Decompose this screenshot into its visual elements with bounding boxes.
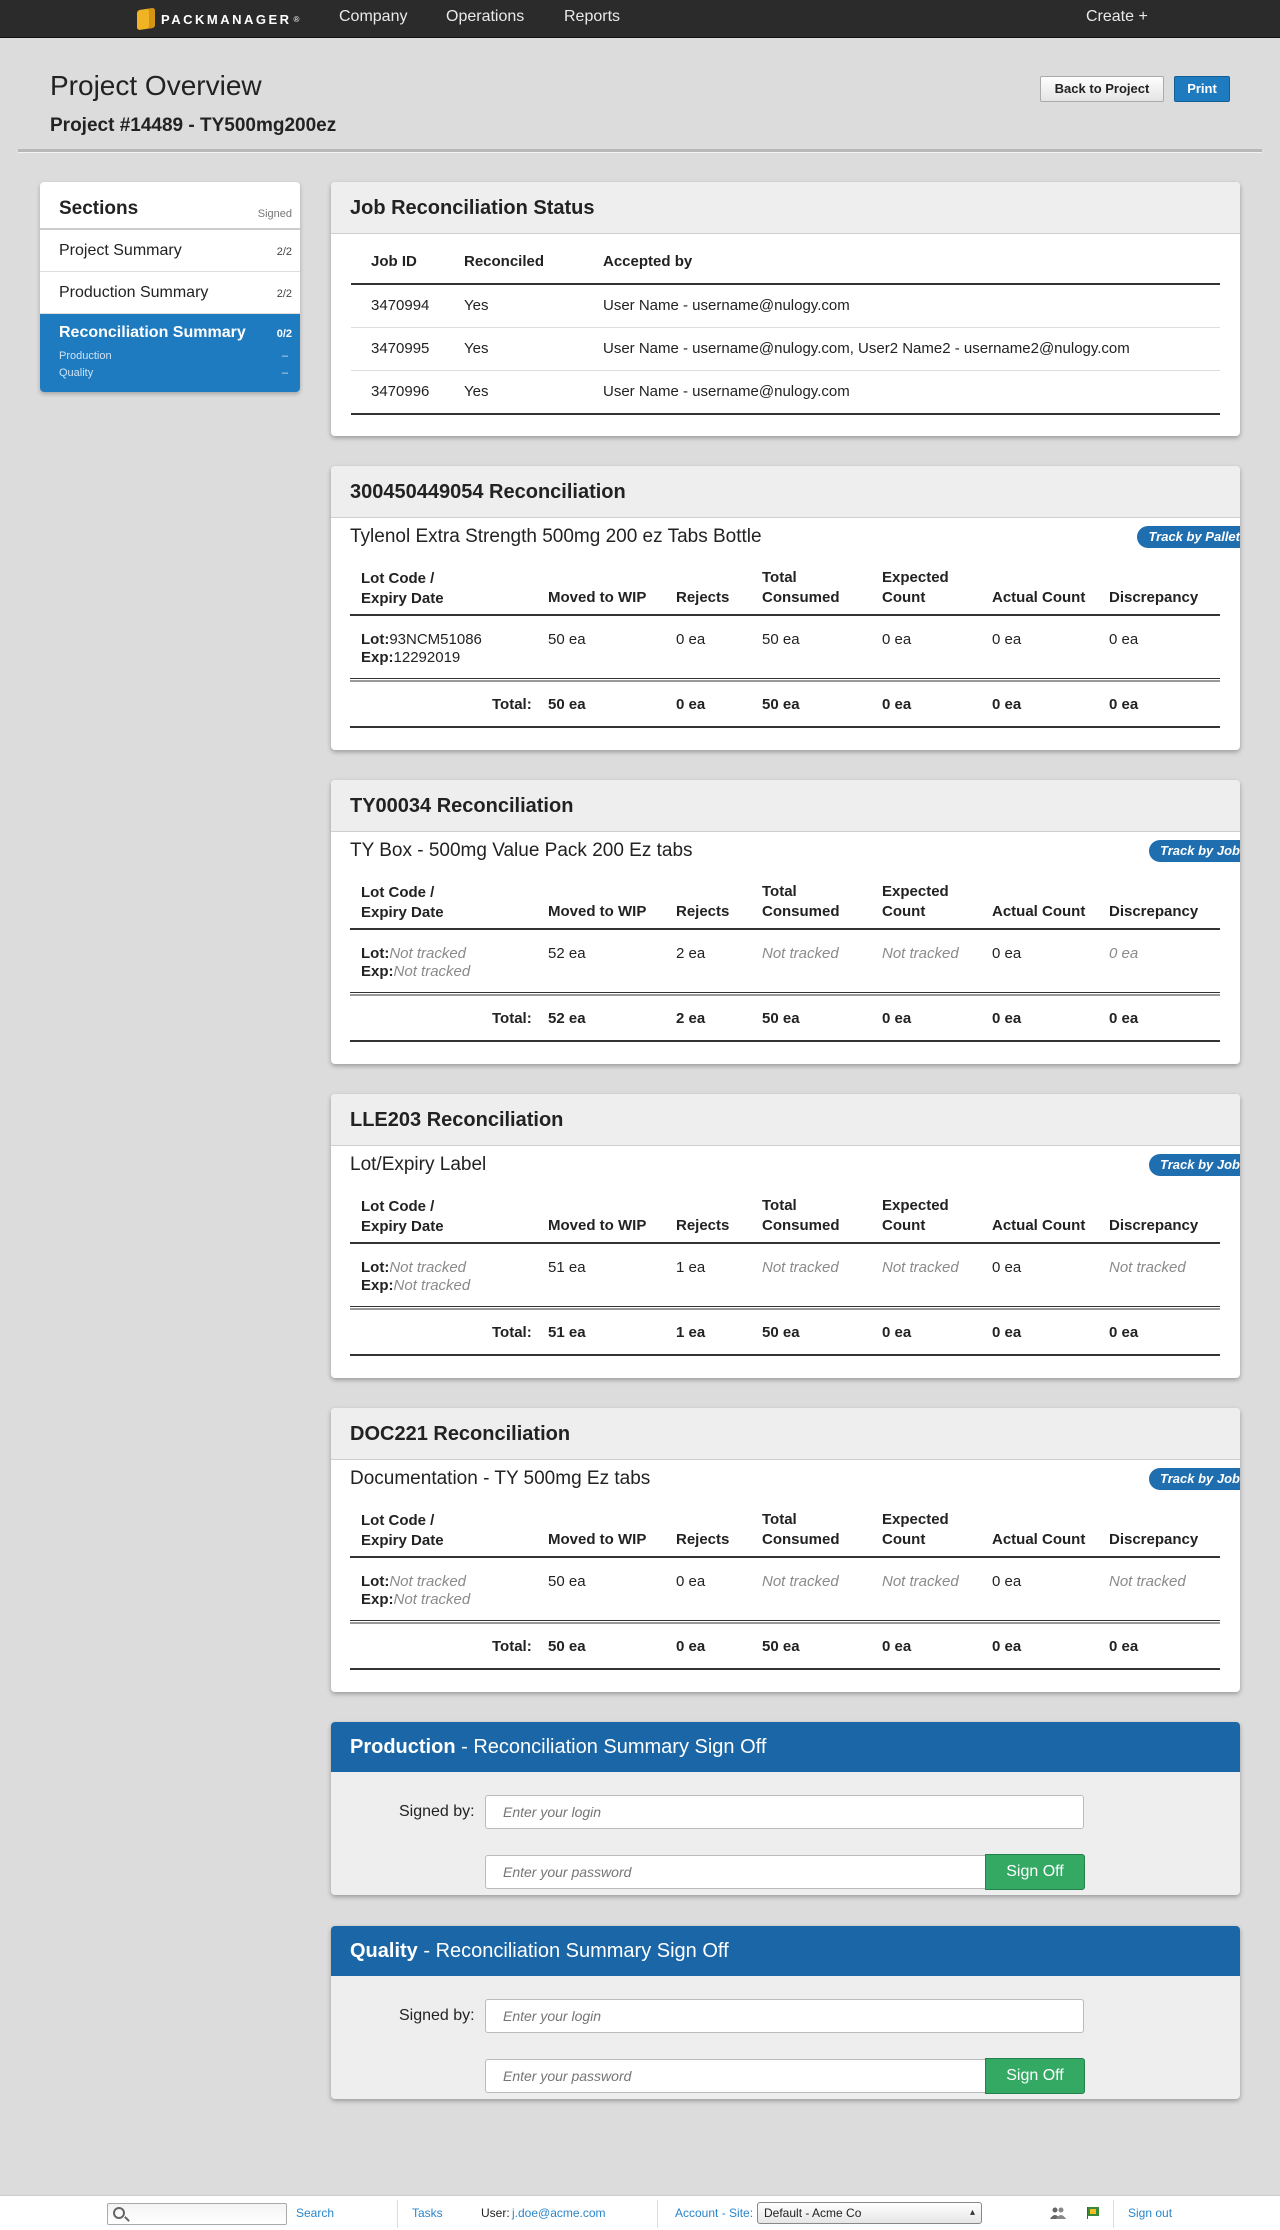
footer-account-site-label[interactable]: Account - Site: bbox=[675, 2206, 754, 2220]
total-discrepancy: 0 ea bbox=[1109, 1638, 1139, 1655]
panel-title: DOC221 Reconciliation bbox=[350, 1423, 571, 1445]
panel-header bbox=[331, 1094, 1240, 1146]
signoff-header bbox=[331, 1926, 1240, 1976]
table-header-rule bbox=[350, 928, 1220, 930]
column-header-actual-count: Actual Count bbox=[992, 1531, 1086, 1548]
footer-search-link[interactable]: Search bbox=[296, 2206, 335, 2220]
column-header-rejects: Rejects bbox=[676, 903, 730, 920]
column-header-actual-count: Actual Count bbox=[992, 1217, 1086, 1234]
discrepancy-value: 0 ea bbox=[1109, 945, 1139, 962]
column-header-total-consumed: Total Consumed bbox=[762, 1197, 840, 1234]
column-header-moved-to-wip: Moved to WIP bbox=[548, 1217, 647, 1234]
total-actual-count: 0 ea bbox=[992, 1638, 1022, 1655]
column-header-total-consumed: Total Consumed bbox=[762, 883, 840, 920]
total-consumed-value: Not tracked bbox=[762, 1259, 839, 1276]
password-input[interactable] bbox=[485, 1855, 986, 1889]
column-header-discrepancy: Discrepancy bbox=[1109, 903, 1199, 920]
signoff-panel bbox=[331, 1926, 1240, 2099]
reconciliation-panel bbox=[331, 1094, 1240, 1378]
total-consumed: 50 ea bbox=[762, 1010, 800, 1027]
table-footer-rule bbox=[350, 726, 1220, 728]
total-moved-to-wip: 51 ea bbox=[548, 1324, 586, 1341]
sidebar-item-count: 2/2 bbox=[276, 246, 292, 258]
job-reconciliation-status-panel bbox=[331, 182, 1240, 436]
sidebar-subitem-status: – bbox=[281, 367, 288, 379]
totals-rule bbox=[350, 678, 1220, 682]
table-footer-rule bbox=[350, 1668, 1220, 1670]
brand-registered-mark: ® bbox=[293, 14, 300, 24]
sidebar-subitem-status: – bbox=[281, 350, 288, 362]
footer-user-email[interactable]: j.doe@acme.com bbox=[512, 2206, 606, 2220]
column-header-moved-to-wip: Moved to WIP bbox=[548, 903, 647, 920]
panel-header bbox=[331, 182, 1240, 234]
rejects-value: 0 ea bbox=[676, 631, 706, 648]
panel-header bbox=[331, 780, 1240, 832]
expiry-date: Exp:Not tracked bbox=[361, 963, 471, 980]
accepted-by: User Name - username@nulogy.com, User2 Name2 - username2@nulogy.com bbox=[603, 340, 1130, 357]
panel-title: LLE203 Reconciliation bbox=[350, 1109, 564, 1131]
product-name: Lot/Expiry Label bbox=[350, 1154, 487, 1175]
lot-code: Lot:Not tracked bbox=[361, 945, 467, 962]
nav-operations[interactable]: Operations bbox=[446, 8, 525, 25]
table-header-rule bbox=[350, 1242, 1220, 1244]
total-consumed-value: 50 ea bbox=[762, 631, 800, 648]
total-label: Total: bbox=[492, 1324, 532, 1341]
total-label: Total: bbox=[492, 1638, 532, 1655]
track-badge: Track by Pallet bbox=[1137, 526, 1240, 548]
sign-off-button[interactable]: Sign Off bbox=[985, 2058, 1085, 2094]
totals-rule bbox=[350, 1620, 1220, 1624]
total-rejects: 2 ea bbox=[676, 1010, 706, 1027]
footer-divider bbox=[397, 2200, 398, 2228]
table-header-rule bbox=[350, 614, 1220, 616]
site-select-value: Default - Acme Co bbox=[764, 2206, 862, 2220]
total-consumed: 50 ea bbox=[762, 1324, 800, 1341]
totals-rule bbox=[350, 1306, 1220, 1310]
row-divider bbox=[351, 370, 1220, 371]
people-icon[interactable] bbox=[1050, 2207, 1066, 2219]
reconciled-status: Yes bbox=[464, 340, 489, 357]
footer-divider bbox=[657, 2200, 658, 2228]
column-header-moved-to-wip: Moved to WIP bbox=[548, 1531, 647, 1548]
total-moved-to-wip: 50 ea bbox=[548, 1638, 586, 1655]
column-header-moved-to-wip: Moved to WIP bbox=[548, 589, 647, 606]
total-rejects: 0 ea bbox=[676, 1638, 706, 1655]
sidebar-subitem-production[interactable]: Production bbox=[59, 350, 112, 362]
total-expected-count: 0 ea bbox=[882, 1010, 912, 1027]
column-header-rejects: Rejects bbox=[676, 1531, 730, 1548]
sidebar-item-production-summary[interactable] bbox=[40, 272, 300, 314]
sidebar-header bbox=[40, 182, 300, 230]
footer-bar bbox=[0, 2195, 1280, 2230]
lot-code: Lot:Not tracked bbox=[361, 1573, 467, 1590]
sections-sidebar bbox=[40, 182, 300, 392]
sidebar-item-label: Production Summary bbox=[59, 284, 209, 301]
total-consumed: 50 ea bbox=[762, 1638, 800, 1655]
top-nav bbox=[0, 0, 1280, 38]
column-header-expected-count: Expected Count bbox=[882, 1511, 949, 1548]
reconciled-status: Yes bbox=[464, 383, 489, 400]
track-badge: Track by Job bbox=[1149, 1468, 1240, 1490]
signoff-header bbox=[331, 1722, 1240, 1772]
total-actual-count: 0 ea bbox=[992, 1010, 1022, 1027]
track-badge: Track by Job bbox=[1149, 1154, 1240, 1176]
signed-by-label: Signed by: bbox=[399, 2007, 475, 2024]
total-label: Total: bbox=[492, 1010, 532, 1027]
total-moved-to-wip: 52 ea bbox=[548, 1010, 586, 1027]
total-consumed-value: Not tracked bbox=[762, 1573, 839, 1590]
password-input[interactable] bbox=[485, 2059, 986, 2093]
nav-reports[interactable]: Reports bbox=[564, 8, 621, 25]
total-consumed: 50 ea bbox=[762, 696, 800, 713]
job-id: 3470996 bbox=[371, 383, 430, 400]
track-badge: Track by Job bbox=[1149, 840, 1240, 862]
product-name: Tylenol Extra Strength 500mg 200 ez Tabs Bottle bbox=[350, 526, 762, 547]
column-header-actual-count: Actual Count bbox=[992, 589, 1086, 606]
expiry-date: Exp:Not tracked bbox=[361, 1591, 471, 1608]
back-to-project-button[interactable]: Back to Project bbox=[1040, 76, 1164, 102]
panel-header bbox=[331, 1408, 1240, 1460]
flag-icon[interactable] bbox=[1086, 2206, 1100, 2219]
total-label: Total: bbox=[492, 696, 532, 713]
reconciliation-panel bbox=[331, 466, 1240, 750]
total-expected-count: 0 ea bbox=[882, 1324, 912, 1341]
header-divider bbox=[18, 149, 1262, 153]
nav-create[interactable]: Create + bbox=[1086, 8, 1148, 25]
job-id: 3470994 bbox=[371, 297, 430, 314]
actual-count-value: 0 ea bbox=[992, 1259, 1022, 1276]
column-header-lot-code: Lot Code / Expiry Date bbox=[361, 1512, 444, 1549]
total-actual-count: 0 ea bbox=[992, 696, 1022, 713]
signed-by-label: Signed by: bbox=[399, 1803, 475, 1820]
table-footer-rule bbox=[351, 413, 1220, 415]
accepted-by: User Name - username@nulogy.com bbox=[603, 383, 850, 400]
column-header-total-consumed: Total Consumed bbox=[762, 1511, 840, 1548]
rejects-value: 0 ea bbox=[676, 1573, 706, 1590]
total-expected-count: 0 ea bbox=[882, 696, 912, 713]
sidebar-item-count: 2/2 bbox=[276, 288, 292, 300]
expiry-date: Exp:12292019 bbox=[361, 649, 461, 666]
column-header-discrepancy: Discrepancy bbox=[1109, 589, 1199, 606]
column-header-expected-count: Expected Count bbox=[882, 1197, 949, 1234]
column-header-rejects: Rejects bbox=[676, 589, 730, 606]
panel-header bbox=[331, 466, 1240, 518]
table-footer-rule bbox=[350, 1040, 1220, 1042]
rejects-value: 1 ea bbox=[676, 1259, 706, 1276]
column-header-total-consumed: Total Consumed bbox=[762, 569, 840, 606]
moved-to-wip-value: 52 ea bbox=[548, 945, 586, 962]
discrepancy-value: Not tracked bbox=[1109, 1259, 1186, 1276]
column-header-accepted-by: Accepted by bbox=[603, 253, 693, 270]
site-select[interactable] bbox=[757, 2202, 982, 2224]
sidebar-subitem-quality[interactable]: Quality bbox=[59, 367, 94, 379]
footer-tasks-link[interactable]: Tasks bbox=[412, 2206, 443, 2220]
reconciliation-panel bbox=[331, 780, 1240, 1064]
actual-count-value: 0 ea bbox=[992, 945, 1022, 962]
rejects-value: 2 ea bbox=[676, 945, 706, 962]
discrepancy-value: 0 ea bbox=[1109, 631, 1139, 648]
total-rejects: 1 ea bbox=[676, 1324, 706, 1341]
sidebar-item-reconciliation-summary[interactable] bbox=[40, 314, 300, 392]
search-icon bbox=[113, 2207, 125, 2219]
reconciliation-panel bbox=[331, 1408, 1240, 1692]
accepted-by: User Name - username@nulogy.com bbox=[603, 297, 850, 314]
product-name: TY Box - 500mg Value Pack 200 Ez tabs bbox=[350, 840, 693, 861]
sidebar-signed-label: Signed bbox=[257, 208, 292, 220]
table-header-rule bbox=[350, 1556, 1220, 1558]
brand-name: PACKMANAGER bbox=[161, 11, 292, 27]
print-button[interactable]: Print bbox=[1174, 76, 1230, 102]
column-header-lot-code: Lot Code / Expiry Date bbox=[361, 884, 444, 921]
sidebar-item-label: Project Summary bbox=[59, 242, 182, 259]
lot-code: Lot:Not tracked bbox=[361, 1259, 467, 1276]
sign-out-link[interactable]: Sign out bbox=[1128, 2206, 1173, 2220]
column-header-rejects: Rejects bbox=[676, 1217, 730, 1234]
job-id: 3470995 bbox=[371, 340, 430, 357]
total-expected-count: 0 ea bbox=[882, 1638, 912, 1655]
login-input[interactable] bbox=[485, 1999, 1084, 2033]
sidebar-item-project-summary[interactable] bbox=[40, 230, 300, 272]
actual-count-value: 0 ea bbox=[992, 631, 1022, 648]
footer-search-input[interactable] bbox=[107, 2203, 287, 2225]
total-rejects: 0 ea bbox=[676, 696, 706, 713]
page-title: Project Overview bbox=[50, 70, 262, 101]
total-discrepancy: 0 ea bbox=[1109, 1010, 1139, 1027]
column-header-actual-count: Actual Count bbox=[992, 903, 1086, 920]
sidebar-item-label: Reconciliation Summary bbox=[59, 324, 246, 341]
total-discrepancy: 0 ea bbox=[1109, 696, 1139, 713]
moved-to-wip-value: 50 ea bbox=[548, 1573, 586, 1590]
column-header-reconciled: Reconciled bbox=[464, 253, 545, 270]
column-header-job-id: Job ID bbox=[371, 253, 417, 270]
column-header-lot-code: Lot Code / Expiry Date bbox=[361, 1198, 444, 1235]
login-input[interactable] bbox=[485, 1795, 1084, 1829]
column-header-expected-count: Expected Count bbox=[882, 569, 949, 606]
column-header-expected-count: Expected Count bbox=[882, 883, 949, 920]
footer-divider bbox=[1113, 2200, 1114, 2228]
sign-off-button[interactable]: Sign Off bbox=[985, 1854, 1085, 1890]
total-moved-to-wip: 50 ea bbox=[548, 696, 586, 713]
logo-cube-icon bbox=[137, 8, 155, 31]
total-discrepancy: 0 ea bbox=[1109, 1324, 1139, 1341]
table-footer-rule bbox=[350, 1354, 1220, 1356]
footer-user-label: User: bbox=[481, 2206, 510, 2220]
select-arrows-icon: ▴ bbox=[969, 2207, 975, 2218]
expiry-date: Exp:Not tracked bbox=[361, 1277, 471, 1294]
panel-title: Job Reconciliation Status bbox=[350, 197, 595, 219]
moved-to-wip-value: 50 ea bbox=[548, 631, 586, 648]
total-consumed-value: Not tracked bbox=[762, 945, 839, 962]
moved-to-wip-value: 51 ea bbox=[548, 1259, 586, 1276]
signoff-panel bbox=[331, 1722, 1240, 1895]
panel-title: 300450449054 Reconciliation bbox=[350, 481, 626, 503]
discrepancy-value: Not tracked bbox=[1109, 1573, 1186, 1590]
brand-logo[interactable] bbox=[137, 7, 299, 31]
project-subtitle: Project #14489 - TY500mg200ez bbox=[50, 115, 337, 136]
expected-count-value: Not tracked bbox=[882, 945, 959, 962]
product-name: Documentation - TY 500mg Ez tabs bbox=[350, 1468, 651, 1489]
expected-count-value: Not tracked bbox=[882, 1259, 959, 1276]
row-divider bbox=[351, 327, 1220, 328]
sidebar-title: Sections bbox=[59, 198, 139, 219]
column-header-lot-code: Lot Code / Expiry Date bbox=[361, 570, 444, 607]
expected-count-value: Not tracked bbox=[882, 1573, 959, 1590]
column-header-discrepancy: Discrepancy bbox=[1109, 1217, 1199, 1234]
signoff-title: Quality - Reconciliation Summary Sign Off bbox=[350, 1940, 729, 1962]
total-actual-count: 0 ea bbox=[992, 1324, 1022, 1341]
reconciled-status: Yes bbox=[464, 297, 489, 314]
sidebar-item-count: 0/2 bbox=[276, 328, 292, 340]
totals-rule bbox=[350, 992, 1220, 996]
column-header-discrepancy: Discrepancy bbox=[1109, 1531, 1199, 1548]
table-header-rule bbox=[351, 283, 1220, 285]
panel-title: TY00034 Reconciliation bbox=[350, 795, 574, 817]
actual-count-value: 0 ea bbox=[992, 1573, 1022, 1590]
expected-count-value: 0 ea bbox=[882, 631, 912, 648]
lot-code: Lot:93NCM51086 bbox=[361, 631, 482, 648]
signoff-title: Production - Reconciliation Summary Sign Off bbox=[350, 1736, 767, 1758]
nav-company[interactable]: Company bbox=[339, 8, 408, 25]
